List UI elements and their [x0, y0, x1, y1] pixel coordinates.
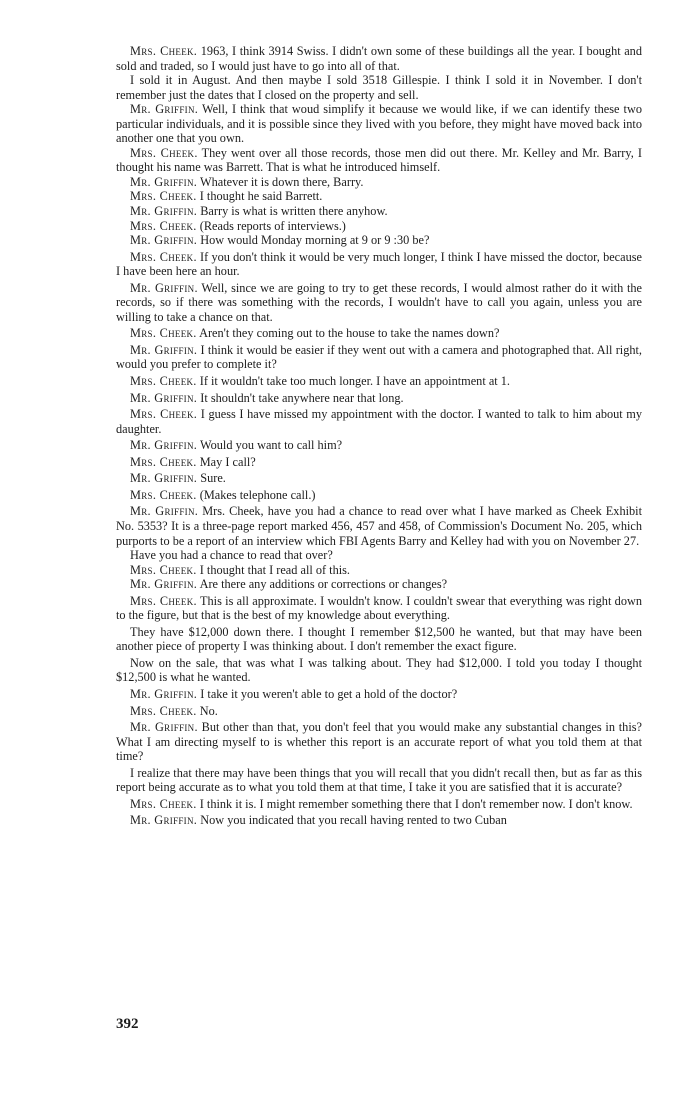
transcript-paragraph [116, 797, 642, 812]
transcript-paragraph [116, 563, 642, 578]
page-number: 392 [116, 1016, 139, 1032]
paragraph-text: Now on the sale, that was what I was talking about. They had $12,000. I told you today I thought $12,500 is what he wanted. [116, 655, 642, 685]
transcript-paragraph [116, 189, 642, 204]
transcript-paragraph [116, 250, 642, 279]
speaker-label: Mr. Griffin. [130, 342, 198, 357]
paragraph-text: They went over all those records, those men did out there. Mr. Kelley and Mr. Barry, I thought his name was Barrett. That is what he introduced himself. [116, 145, 643, 175]
transcript-paragraph [116, 233, 642, 248]
speaker-label: Mrs. Cheek. [130, 454, 197, 469]
speaker-label: Mrs. Cheek. [130, 796, 197, 811]
transcript-paragraph [116, 44, 642, 73]
transcript-paragraph [116, 391, 642, 406]
paragraph-text: No. [199, 703, 218, 718]
paragraph-text: Sure. [200, 471, 226, 486]
paragraph-text: I take it you weren't able to get a hold of the doctor? [200, 686, 458, 701]
speaker-label: Mr. Griffin. [130, 280, 198, 295]
transcript-paragraph [116, 343, 642, 372]
paragraph-text: Aren't they coming out to the house to take the names down? [199, 326, 500, 341]
speaker-label: Mrs. Cheek. [130, 593, 197, 608]
paragraph-text: I sold it in August. And then maybe I sold 3518 Gillespie. I think I sold it in November. I don't remember just the dates that I closed on the property and sell. [116, 73, 642, 102]
speaker-label: Mr. Griffin. [130, 577, 198, 592]
transcript-paragraph [116, 471, 642, 486]
transcript-paragraph [116, 594, 642, 623]
speaker-label: Mrs. Cheek. [130, 145, 198, 160]
paragraph-text: Now you indicated that you recall having rented to two Cuban [200, 813, 507, 828]
transcript-paragraph [116, 704, 642, 719]
paragraph-text: Mrs. Cheek, have you had a chance to read over what I have marked as Cheek Exhibit No. 5353? It is a three-page report marked 456, 457 and 458, of Commission's Document No. 205, which purports to be a report of an interview which FBI Agents Barry and Kelley had with you on November 27. [116, 504, 642, 548]
paragraph-text: I realize that there may have been things that you will recall that you didn't recall then, but as far as this report being accurate as to what you told them at that time, I take it you are satisfied that it is accurate? [116, 765, 642, 795]
transcript-paragraph [116, 219, 642, 234]
transcript-paragraph [116, 374, 642, 389]
paragraph-text: Have you had a chance to read that over? [130, 548, 333, 563]
transcript-paragraph [116, 102, 642, 146]
speaker-label: Mr. Griffin. [130, 720, 198, 735]
transcript-paragraph [116, 326, 642, 341]
paragraph-text: May I call? [199, 454, 256, 469]
transcript-paragraph [116, 146, 642, 175]
paragraph-text: If you don't think it would be very much longer, I think I have missed the doctor, because I have been here an hour. [116, 249, 642, 279]
transcript-paragraph [116, 281, 642, 325]
speaker-label: Mrs. Cheek. [130, 703, 197, 718]
paragraph-text: How would Monday morning at 9 or 9 :30 be? [200, 233, 430, 248]
speaker-label: Mrs. Cheek. [130, 44, 198, 58]
transcript-paragraph [116, 204, 642, 219]
transcript-paragraph [116, 73, 642, 102]
paragraph-text: 1963, I think 3914 Swiss. I didn't own some of these buildings all the year. I bought and sold and traded, so I would just have to go into all of that. [116, 44, 642, 73]
speaker-label: Mrs. Cheek. [130, 326, 197, 341]
paragraph-text: (Makes telephone call.) [199, 487, 316, 502]
speaker-label: Mr. Griffin. [130, 204, 198, 219]
speaker-label: Mr. Griffin. [130, 390, 198, 405]
paragraph-text: If it wouldn't take too much longer. I have an appointment at 1. [199, 374, 510, 389]
transcript-paragraph [116, 407, 642, 436]
speaker-label: Mrs. Cheek. [130, 487, 197, 502]
speaker-label: Mrs. Cheek. [130, 407, 198, 422]
paragraph-text: Well, I think that woud simplify it because we would like, if we can identify these two particular individuals, and it is possible since they lived with you before, they might have moved back into another one that you own. [116, 102, 642, 146]
speaker-label: Mrs. Cheek. [130, 218, 197, 233]
speaker-label: Mrs. Cheek. [130, 189, 197, 204]
speaker-label: Mrs. Cheek. [130, 374, 197, 389]
transcript-paragraph [116, 504, 642, 548]
paragraph-text: Would you want to call him? [200, 438, 343, 453]
paragraph-text: I thought that I read all of this. [199, 562, 351, 577]
transcript-paragraph [116, 656, 642, 685]
paragraph-text: They have $12,000 down there. I thought I remember $12,500 he wanted, but that may have been another piece of property I was thinking about. I don't remember the exact figure. [116, 624, 642, 654]
paragraph-text: But other than that, you don't feel that you would make any substantial changes in this? What I am directing myself to is whether this report is an accurate report of what you told them at that time? [116, 720, 642, 764]
paragraph-text: I thought he said Barrett. [199, 189, 323, 204]
transcript-paragraph [116, 438, 642, 453]
transcript-paragraph [116, 577, 642, 592]
speaker-label: Mr. Griffin. [130, 471, 198, 486]
paragraph-text: (Reads reports of interviews.) [199, 218, 346, 233]
transcript-paragraph [116, 813, 642, 828]
paragraph-text: This is all approximate. I wouldn't know. I couldn't swear that everything was right down to the figure, but that is the best of my knowledge about everything. [116, 593, 642, 623]
paragraph-text: Well, since we are going to try to get these records, I would almost rather do it with the records, so if there was something with the records, I wouldn't have to call you again, unless you are willing to take a chance on that. [116, 280, 642, 324]
speaker-label: Mrs. Cheek. [130, 562, 197, 577]
speaker-label: Mrs. Cheek. [130, 249, 197, 264]
paragraph-text: Whatever it is down there, Barry. [200, 174, 364, 189]
speaker-label: Mr. Griffin. [130, 813, 198, 828]
speaker-label: Mr. Griffin. [130, 233, 198, 248]
transcript-page [116, 44, 642, 828]
transcript-paragraph [116, 625, 642, 654]
transcript-paragraph [116, 175, 642, 190]
transcript-paragraph [116, 548, 642, 563]
paragraph-text: It shouldn't take anywhere near that long. [200, 390, 404, 405]
speaker-label: Mr. Griffin. [130, 174, 198, 189]
transcript-paragraph [116, 455, 642, 470]
paragraph-text: I think it would be easier if they went out with a camera and photographed that. All right, would you prefer to complete it? [116, 342, 642, 372]
paragraph-text: I guess I have missed my appointment with the doctor. I wanted to talk to him about my daughter. [116, 407, 642, 436]
transcript-paragraph [116, 720, 642, 764]
speaker-label: Mr. Griffin. [130, 438, 198, 453]
speaker-label: Mr. Griffin. [130, 686, 198, 701]
paragraph-text: Barry is what is written there anyhow. [200, 204, 388, 219]
paragraph-text: I think it is. I might remember something there that I don't remember now. I don't know. [199, 796, 633, 811]
speaker-label: Mr. Griffin. [130, 102, 199, 117]
paragraph-text: Are there any additions or corrections or changes? [199, 577, 448, 592]
transcript-paragraph [116, 488, 642, 503]
transcript-paragraph [116, 687, 642, 702]
speaker-label: Mr. Griffin. [130, 504, 199, 519]
transcript-paragraph [116, 766, 642, 795]
